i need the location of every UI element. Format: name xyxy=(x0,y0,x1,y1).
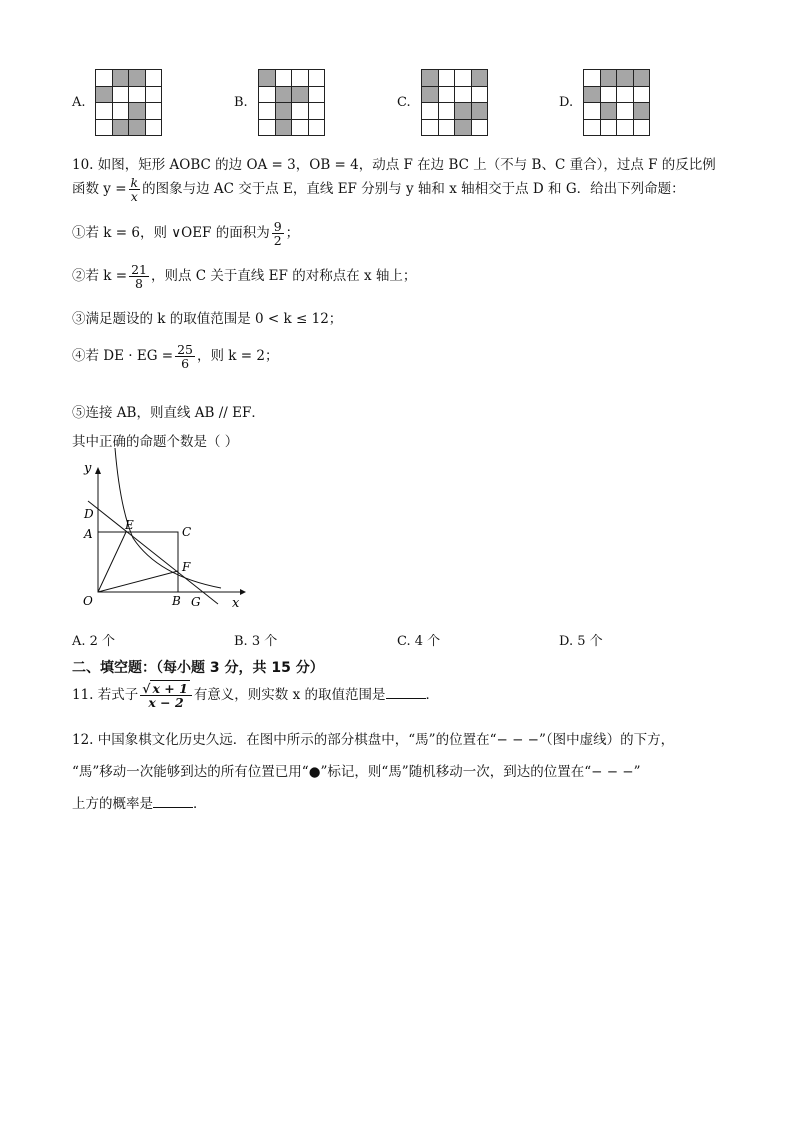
q11-text-c: ． xyxy=(425,687,440,704)
section-2-heading: 二、填空题：（每小题 3 分，共 15 分） xyxy=(72,660,324,676)
grid-cell-shaded xyxy=(129,120,146,137)
q12-line3-end: ． xyxy=(193,796,207,812)
label-b: B xyxy=(172,594,181,608)
grid-cell-shaded xyxy=(601,103,618,120)
fraction-denominator: x xyxy=(130,189,138,205)
grid-cell-shaded xyxy=(422,87,439,104)
grid-cell-shaded xyxy=(276,120,293,137)
grid-cell-empty xyxy=(439,103,456,120)
grid-cell-shaded xyxy=(455,103,472,120)
grid-cell-empty xyxy=(309,70,326,87)
fraction-numerator: k xyxy=(130,175,139,190)
q10-line2-b: 的图象与边 AC 交于点 E，直线 EF 分别与 y 轴和 x 轴相交于点 D 和 G．给出下列命题： xyxy=(142,181,685,198)
grid-cell-empty xyxy=(439,70,456,87)
grid-cell-empty xyxy=(276,70,293,87)
statement-2-text: ②若 k = xyxy=(72,268,128,285)
grid-cell-empty xyxy=(259,87,276,104)
fraction-denominator: 6 xyxy=(181,356,190,372)
grid-cell-empty xyxy=(113,87,130,104)
y-axis-arrow xyxy=(95,467,101,474)
q10-answer-d: D. 5 个 xyxy=(559,634,603,649)
q10-answer-a: A. 2 个 xyxy=(72,634,116,649)
grid-cell-empty xyxy=(617,103,634,120)
grid-cell-shaded xyxy=(129,103,146,120)
grid-cell-empty xyxy=(146,70,163,87)
q11-text-a: 11. 若式子 xyxy=(72,687,139,704)
statement-1-fraction xyxy=(272,220,284,247)
grid-cell-empty xyxy=(584,120,601,137)
grid-cell-empty xyxy=(617,120,634,137)
grid-cell-shaded xyxy=(129,70,146,87)
grid-cell-empty xyxy=(601,87,618,104)
sqrt-radicand: x + 1 xyxy=(152,681,188,696)
grid-cell-shaded xyxy=(472,70,489,87)
q10-statement-2 xyxy=(72,263,416,290)
label-a: A xyxy=(84,527,93,541)
q11 xyxy=(72,682,439,709)
label-d: D xyxy=(84,507,94,521)
grid-cell-empty xyxy=(634,120,651,137)
q10-question: 其中正确的命题个数是（ ） xyxy=(72,434,239,450)
segment-of xyxy=(98,571,178,592)
label-e: E xyxy=(125,518,134,532)
fraction-numerator: 25 xyxy=(177,342,193,357)
label-x: x xyxy=(232,596,240,611)
grid-cell-empty xyxy=(309,103,326,120)
grid-cell-empty xyxy=(259,103,276,120)
q11-answer-blank[interactable] xyxy=(386,686,426,699)
q12-line3-text: 上方的概率是 xyxy=(72,796,153,812)
sqrt-symbol: √ xyxy=(142,681,151,696)
fraction-denominator: 2 xyxy=(273,233,282,249)
option-b-grid xyxy=(258,69,325,136)
statement-4-fraction xyxy=(175,343,195,370)
label-g: G xyxy=(191,595,201,609)
statement-1-text: ①若 k = 6，则 ∨OEF 的面积为 xyxy=(72,225,270,242)
grid-cell-empty xyxy=(146,103,163,120)
grid-cell-empty xyxy=(292,120,309,137)
q11-text-b: 有意义，则实数 x 的取值范围是 xyxy=(193,687,386,704)
grid-cell-shaded xyxy=(259,70,276,87)
grid-cell-shaded xyxy=(113,70,130,87)
q10-statement-3: ③满足题设的 k 的取值范围是 0 < k ≤ 12； xyxy=(72,311,343,327)
grid-cell-shaded xyxy=(634,70,651,87)
fraction-denominator: x − 2 xyxy=(148,695,184,711)
line-dg xyxy=(88,501,218,604)
grid-cell-shaded xyxy=(96,87,113,104)
grid-cell-shaded xyxy=(292,87,309,104)
statement-4-end: ，则 k = 2； xyxy=(197,348,279,365)
q10-line2 xyxy=(72,176,685,203)
q10-line2-a: 函数 y = xyxy=(72,181,127,198)
grid-cell-empty xyxy=(309,120,326,137)
grid-cell-empty xyxy=(439,120,456,137)
q10-answer-b: B. 3 个 xyxy=(234,634,278,649)
grid-cell-shaded xyxy=(617,70,634,87)
grid-cell-empty xyxy=(634,87,651,104)
q10-statement-5: ⑤连接 AB，则直线 AB // EF． xyxy=(72,405,265,421)
option-b-label: B. xyxy=(234,95,248,110)
q10-function-fraction xyxy=(129,176,141,203)
grid-cell-empty xyxy=(96,103,113,120)
option-d-label: D. xyxy=(559,95,574,110)
grid-cell-empty xyxy=(129,87,146,104)
grid-cell-empty xyxy=(472,120,489,137)
grid-cell-shaded xyxy=(422,70,439,87)
grid-cell-empty xyxy=(113,103,130,120)
grid-cell-shaded xyxy=(276,87,293,104)
grid-cell-empty xyxy=(601,120,618,137)
statement-2-end: ，则点 C 关于直线 EF 的对称点在 x 轴上； xyxy=(150,268,417,285)
option-c-label: C. xyxy=(397,95,411,110)
grid-cell-empty xyxy=(146,87,163,104)
fraction-numerator: 21 xyxy=(131,262,147,277)
statement-1-end: ； xyxy=(285,225,300,242)
label-f: F xyxy=(182,560,191,574)
grid-cell-shaded xyxy=(584,87,601,104)
option-c-grid xyxy=(421,69,488,136)
label-y: y xyxy=(84,461,92,476)
grid-cell-empty xyxy=(259,120,276,137)
grid-cell-empty xyxy=(422,120,439,137)
grid-cell-empty xyxy=(96,120,113,137)
grid-cell-empty xyxy=(292,103,309,120)
q10-answer-c: C. 4 个 xyxy=(397,634,441,649)
grid-cell-empty xyxy=(292,70,309,87)
q11-fraction xyxy=(140,682,192,709)
q12-answer-blank[interactable] xyxy=(153,795,193,808)
q10-line1: 10. 如图，矩形 AOBC 的边 OA = 3，OB = 4，动点 F 在边 BC 上（不与 B、C 重合），过点 F 的反比例 xyxy=(72,157,716,173)
grid-cell-shaded xyxy=(472,103,489,120)
grid-cell-shaded xyxy=(113,120,130,137)
grid-cell-empty xyxy=(439,87,456,104)
statement-4-text: ④若 DE · EG = xyxy=(72,348,174,365)
grid-cell-shaded xyxy=(455,120,472,137)
fraction-denominator: 8 xyxy=(135,276,143,292)
grid-cell-empty xyxy=(146,120,163,137)
label-o: O xyxy=(83,594,93,608)
statement-2-fraction xyxy=(129,263,149,290)
grid-cell-empty xyxy=(455,70,472,87)
q10-statement-4 xyxy=(72,343,278,370)
grid-cell-empty xyxy=(309,87,326,104)
q12-line3 xyxy=(72,792,207,812)
q12-line2: “馬”移动一次能够到达的所有位置已用“●”标记，则“馬”随机移动一次，到达的位置在“− − −” xyxy=(72,764,641,780)
segment-oe xyxy=(98,532,126,592)
grid-cell-empty xyxy=(96,70,113,87)
q12-line1: 12. 中国象棋文化历史久远．在图中所示的部分棋盘中，“馬”的位置在“− − −”（图中虚线）的下方， xyxy=(72,732,675,748)
grid-cell-shaded xyxy=(601,70,618,87)
x-axis-arrow xyxy=(240,589,246,595)
grid-cell-empty xyxy=(455,87,472,104)
option-a-label: A. xyxy=(72,95,86,110)
option-d-grid xyxy=(583,69,650,136)
grid-cell-empty xyxy=(584,103,601,120)
grid-cell-empty xyxy=(472,87,489,104)
grid-cell-empty xyxy=(584,70,601,87)
option-a-grid xyxy=(95,69,162,136)
label-c: C xyxy=(182,525,192,539)
q10-statement-1 xyxy=(72,220,299,247)
fraction-numerator: 9 xyxy=(273,219,282,234)
grid-cell-empty xyxy=(617,87,634,104)
fraction-numerator xyxy=(140,682,192,696)
grid-cell-shaded xyxy=(276,103,293,120)
grid-cell-empty xyxy=(422,103,439,120)
q10-figure xyxy=(68,438,258,618)
grid-cell-shaded xyxy=(634,103,651,120)
